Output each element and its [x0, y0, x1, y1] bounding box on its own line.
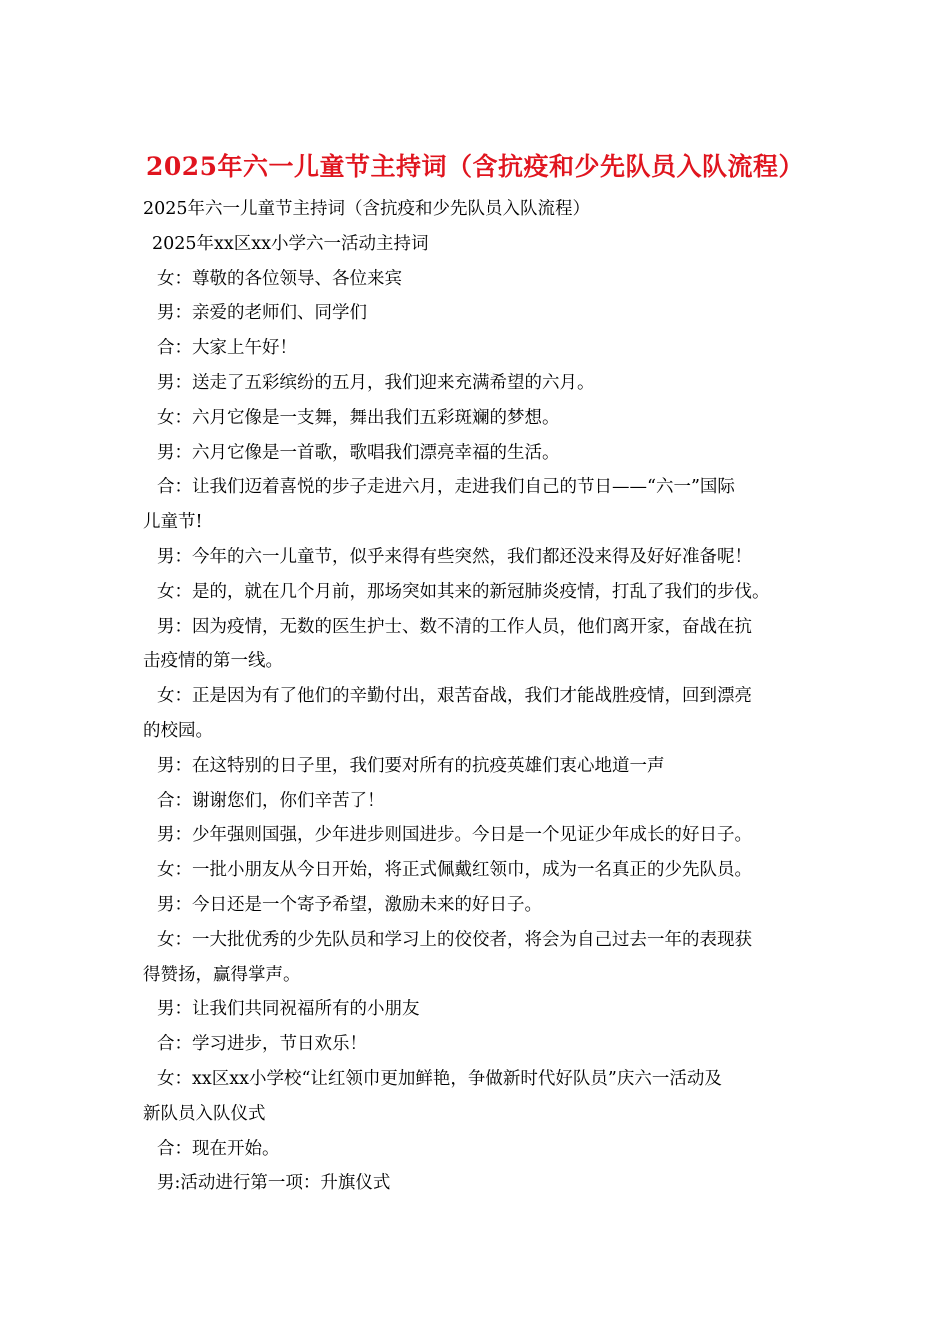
- body-line: 2025年xx区xx小学六一活动主持词: [152, 233, 429, 254]
- body-line: 合：让我们迈着喜悦的步子走进六月，走进我们自己的节日——“六一”国际: [157, 477, 735, 498]
- body-line: 女：是的，就在几个月前，那场突如其来的新冠肺炎疫情，打乱了我们的步伐。: [157, 581, 770, 602]
- document-body: [143, 192, 813, 1201]
- body-line: 女：正是因为有了他们的辛勤付出，艰苦奋战，我们才能战胜疫情，回到漂亮: [157, 686, 752, 707]
- body-line: 男:活动进行第一项：升旗仪式: [157, 1173, 391, 1194]
- body-line: 女：一大批优秀的少先队员和学习上的佼佼者，将会为自己过去一年的表现获: [157, 929, 752, 950]
- body-line: 男：六月它像是一首歌，歌唱我们漂亮幸福的生活。: [157, 442, 560, 463]
- body-line: 得赞扬，赢得掌声。: [143, 964, 301, 985]
- body-line: 男：今日还是一个寄予希望，激励未来的好日子。: [157, 894, 542, 915]
- body-line: 女：一批小朋友从今日开始，将正式佩戴红领巾，成为一名真正的少先队员。: [157, 860, 752, 881]
- body-line: 女：尊敬的各位领导、各位来宾: [157, 268, 402, 289]
- body-line: 击疫情的第一线。: [143, 651, 283, 672]
- body-line: 合：大家上午好！: [157, 338, 297, 359]
- body-line: 新队员入队仪式: [143, 1103, 266, 1124]
- body-line: 的校园。: [143, 720, 213, 741]
- body-line: 男：少年强则国强，少年进步则国进步。今日是一个见证少年成长的好日子。: [157, 825, 752, 846]
- body-line: 合：谢谢您们，你们辛苦了！: [157, 790, 385, 811]
- body-line: 儿童节!: [143, 512, 203, 533]
- body-line: 女：xx区xx小学校“让红领巾更加鲜艳，争做新时代好队员”庆六一活动及: [157, 1068, 722, 1089]
- body-line: 合：学习进步，节日欢乐！: [157, 1034, 367, 1055]
- body-line: 男：在这特别的日子里，我们要对所有的抗疫英雄们衷心地道一声: [157, 755, 665, 776]
- body-line: 男：因为疫情，无数的医生护士、数不清的工作人员，他们离开家，奋战在抗: [157, 616, 752, 637]
- body-line: 女：六月它像是一支舞，舞出我们五彩斑斓的梦想。: [157, 407, 560, 428]
- document-title: 2025年六一儿童节主持词（含抗疫和少先队员入队流程）: [145, 152, 805, 181]
- body-line: 2025年六一儿童节主持词（含抗疫和少先队员入队流程）: [143, 199, 591, 219]
- body-line: 男：送走了五彩缤纷的五月，我们迎来充满希望的六月。: [157, 372, 595, 393]
- body-line: 男：今年的六一儿童节，似乎来得有些突然，我们都还没来得及好好准备呢！: [157, 546, 752, 567]
- body-line: 男：让我们共同祝福所有的小朋友: [157, 999, 420, 1020]
- body-line: 男：亲爱的老师们、同学们: [157, 303, 367, 324]
- body-line: 合：现在开始。: [157, 1138, 280, 1159]
